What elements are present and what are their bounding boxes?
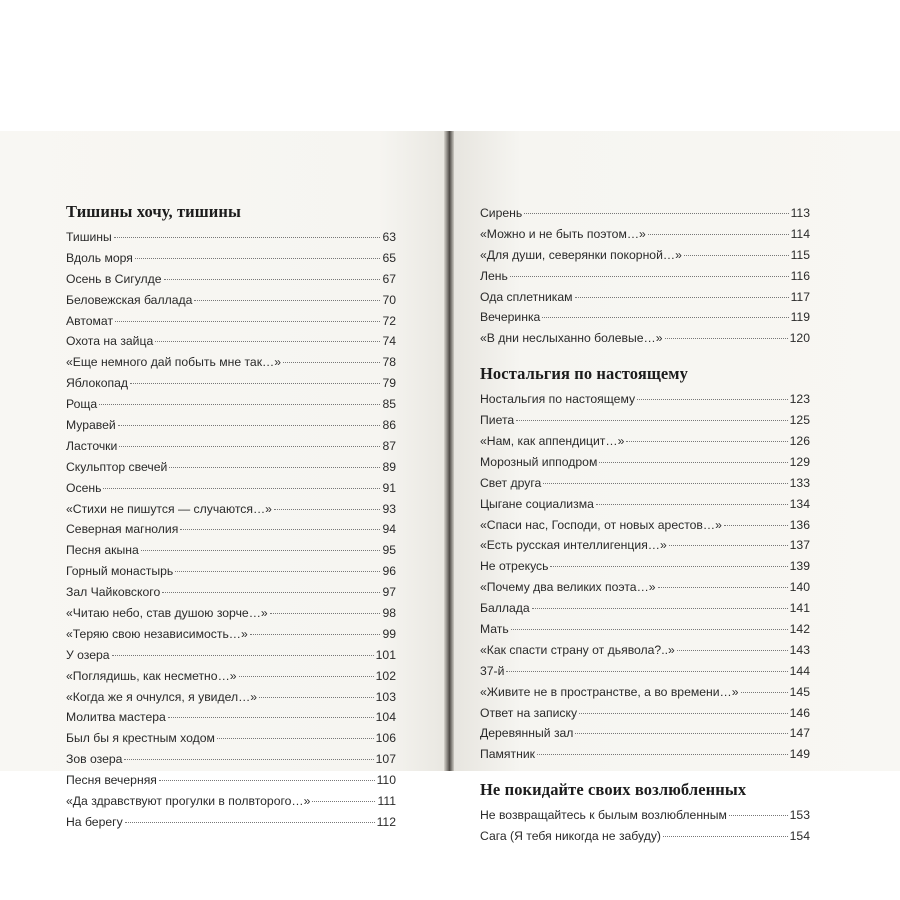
toc-entry (480, 266, 810, 287)
page-number: 149 (789, 747, 810, 762)
entry-title: Горный монастырь (66, 564, 174, 579)
page-number: 91 (382, 480, 396, 495)
dot-leader (741, 692, 788, 693)
dot-leader (596, 504, 788, 505)
entry-title: Ностальгия по настоящему (480, 392, 636, 407)
toc-entry (66, 394, 396, 415)
page-number: 72 (382, 313, 396, 328)
page-number: 136 (789, 517, 810, 532)
page-number: 153 (789, 808, 810, 823)
dot-leader (312, 801, 375, 802)
toc-entry (480, 473, 810, 494)
dot-leader (125, 822, 375, 823)
dot-leader (169, 467, 380, 468)
dot-leader (155, 341, 380, 342)
page-number: 146 (789, 705, 810, 720)
toc-entry (66, 499, 396, 520)
dot-leader (283, 362, 380, 363)
toc-entry (66, 770, 396, 791)
page-number: 74 (382, 334, 396, 349)
page-number: 114 (790, 226, 810, 241)
entry-title: «Теряю свою независимость…» (66, 626, 248, 641)
page-number: 120 (789, 331, 810, 346)
toc-list (480, 805, 810, 847)
page-number: 70 (382, 292, 396, 307)
toc-entry (480, 328, 810, 349)
entry-title: Лень (480, 268, 508, 283)
entry-title: На берегу (66, 814, 123, 829)
page-number: 78 (382, 355, 396, 370)
toc-entry (480, 287, 810, 308)
dot-leader (103, 488, 380, 489)
toc-entry (480, 245, 810, 266)
toc-entry (480, 556, 810, 577)
toc-entry (480, 494, 810, 515)
dot-leader (99, 404, 380, 405)
toc-entry (66, 687, 396, 708)
dot-leader (599, 462, 787, 463)
dot-leader (175, 571, 380, 572)
entry-title: Скульптор свечей (66, 459, 168, 474)
toc-entry (480, 307, 810, 328)
toc-entry (66, 352, 396, 373)
page-number: 97 (382, 585, 396, 600)
page-number: 144 (789, 663, 810, 678)
toc-entry (66, 331, 396, 352)
toc-list (66, 227, 396, 833)
toc-entry (480, 203, 810, 224)
page-number: 101 (375, 647, 396, 662)
page-number: 154 (789, 829, 810, 844)
entry-title: Песня вечерняя (66, 773, 157, 788)
toc-entry (480, 577, 810, 598)
page-number: 94 (382, 522, 396, 537)
toc-entry (480, 598, 810, 619)
page-number: 137 (789, 538, 810, 553)
page-number: 140 (789, 580, 810, 595)
entry-title: «Спаси нас, Господи, от новых арестов…» (480, 517, 722, 532)
entry-title: Беловежская баллада (66, 292, 193, 307)
dot-leader (669, 545, 788, 546)
page-number: 87 (382, 438, 396, 453)
dot-leader (162, 592, 380, 593)
page-number: 142 (789, 622, 810, 637)
entry-title: «Почему два великих поэта…» (480, 580, 656, 595)
dot-leader (217, 738, 374, 739)
toc-entry (480, 744, 810, 765)
dot-leader (677, 650, 788, 651)
toc-entry (480, 640, 810, 661)
dot-leader (729, 815, 788, 816)
entry-title: У озера (66, 647, 110, 662)
dot-leader (119, 446, 380, 447)
entry-title: «Еще немного дай побыть мне так…» (66, 355, 282, 370)
entry-title: «Читаю небо, став душою зорче…» (66, 606, 268, 621)
dot-leader (658, 587, 788, 588)
entry-title: Автомат (66, 313, 114, 328)
page-number: 103 (375, 689, 396, 704)
toc-entry (66, 603, 396, 624)
dot-leader (159, 780, 375, 781)
entry-title: «Нам, как аппендицит…» (480, 434, 625, 449)
toc-entry (66, 436, 396, 457)
dot-leader (194, 300, 380, 301)
dot-leader (542, 317, 788, 318)
toc-entry (66, 582, 396, 603)
left-toc-column (66, 201, 396, 833)
entry-title: Вдоль моря (66, 250, 133, 265)
toc-entry (66, 624, 396, 645)
page-number: 95 (382, 543, 396, 558)
dot-leader (130, 383, 380, 384)
dot-leader (724, 525, 788, 526)
page-number: 147 (789, 726, 810, 741)
toc-entry (66, 227, 396, 248)
toc-entry (66, 415, 396, 436)
toc-entry (66, 561, 396, 582)
dot-leader (124, 759, 373, 760)
page-number: 106 (375, 731, 396, 746)
page-number: 104 (375, 710, 396, 725)
entry-title: Памятник (480, 747, 535, 762)
entry-title: Морозный ипподром (480, 454, 598, 469)
entry-title: Роща (66, 397, 98, 412)
page-number: 65 (382, 250, 396, 265)
toc-entry (66, 248, 396, 269)
section-title: Ностальгия по настоящему (480, 364, 688, 384)
dot-leader (575, 733, 787, 734)
page-number: 107 (375, 752, 396, 767)
toc-list-continued (480, 203, 810, 349)
dot-leader (648, 234, 789, 235)
dot-leader (663, 836, 788, 837)
dot-leader (524, 213, 788, 214)
entry-title: Песня акына (66, 543, 139, 558)
entry-title: «Можно и не быть поэтом…» (480, 226, 646, 241)
toc-entry (480, 431, 810, 452)
entry-title: «Да здравствуют прогулки в полвторого…» (66, 794, 311, 809)
entry-title: Тишины (66, 230, 112, 244)
dot-leader (164, 279, 381, 280)
toc-entry (66, 269, 396, 290)
dot-leader (550, 566, 787, 567)
page-number: 86 (382, 418, 396, 433)
entry-title: «Стихи не пишутся — случаются…» (66, 501, 272, 516)
entry-title: 37-й (480, 663, 505, 678)
dot-leader (274, 509, 381, 510)
entry-title: «Есть русская интеллигенция…» (480, 538, 667, 553)
entry-title: «Поглядишь, как несметно…» (66, 668, 237, 683)
entry-title: Осень в Сигулде (66, 271, 162, 286)
page-number: 67 (382, 271, 396, 286)
entry-title: «Когда же я очнулся, я увидел…» (66, 689, 258, 704)
entry-title: «В дни неслыханно болевые…» (480, 331, 663, 346)
dot-leader (626, 441, 787, 442)
toc-entry (66, 290, 396, 311)
toc-entry (480, 515, 810, 536)
toc-entry (480, 703, 810, 724)
toc-list (480, 389, 810, 765)
entry-title: Мать (480, 622, 509, 637)
entry-title: Баллада (480, 601, 530, 616)
dot-leader (118, 425, 381, 426)
page-number: 123 (789, 392, 810, 407)
dot-leader (141, 550, 381, 551)
section-title: Тишины хочу, тишины (66, 202, 241, 221)
dot-leader (516, 420, 787, 421)
toc-entry (66, 812, 396, 833)
entry-title: Не отрекусь (480, 559, 549, 574)
dot-leader (532, 608, 788, 609)
section-title: Не покидайте своих возлюбленных (480, 780, 747, 800)
entry-title: Не возвращайтесь к былым возлюбленным (480, 808, 727, 823)
page-number: 96 (382, 564, 396, 579)
entry-title: Охота на зайца (66, 334, 154, 349)
toc-entry (66, 645, 396, 666)
page-number: 79 (382, 376, 396, 391)
page-number: 139 (789, 559, 810, 574)
dot-leader (239, 676, 374, 677)
entry-title: Сага (Я тебя никогда не забуду) (480, 829, 661, 844)
page-number: 110 (376, 773, 396, 788)
toc-entry (66, 311, 396, 332)
page-number: 133 (789, 475, 810, 490)
entry-title: Свет друга (480, 475, 542, 490)
entry-title: Сирень (480, 206, 523, 220)
entry-title: Муравей (66, 418, 116, 433)
page-number: 115 (790, 247, 810, 262)
dot-leader (112, 655, 374, 656)
toc-entry (66, 707, 396, 728)
entry-title: Молитва мастера (66, 710, 166, 725)
toc-entry (66, 478, 396, 499)
page-number: 141 (789, 601, 810, 616)
dot-leader (665, 338, 788, 339)
entry-title: Деревянный зал (480, 726, 574, 741)
dot-leader (684, 255, 789, 256)
page-number: 111 (377, 794, 396, 809)
page-number: 98 (382, 606, 396, 621)
dot-leader (510, 276, 789, 277)
toc-entry (66, 373, 396, 394)
book-spread (0, 131, 900, 844)
dot-leader (543, 483, 787, 484)
page-number: 99 (382, 626, 396, 641)
page-number: 89 (382, 459, 396, 474)
entry-title: Зов озера (66, 752, 123, 767)
entry-title: «Для души, северянки покорной…» (480, 247, 682, 262)
entry-title: Пиета (480, 413, 515, 428)
page-number: 112 (376, 814, 396, 829)
book-gutter (444, 131, 454, 771)
page-number: 63 (382, 230, 396, 244)
dot-leader (114, 237, 381, 238)
entry-title: Вечеринка (480, 310, 541, 325)
page-number: 117 (790, 289, 810, 304)
toc-entry (480, 410, 810, 431)
dot-leader (135, 258, 381, 259)
dot-leader (168, 717, 374, 718)
entry-title: «Как спасти страну от дьявола?..» (480, 642, 675, 657)
entry-title: Цыгане социализма (480, 496, 594, 511)
dot-leader (511, 629, 788, 630)
page-number: 119 (790, 310, 810, 325)
dot-leader (259, 697, 374, 698)
entry-title: Ответ на записку (480, 705, 578, 720)
page-number: 85 (382, 397, 396, 412)
page-number: 143 (789, 642, 810, 657)
toc-entry (480, 805, 810, 826)
entry-title: «Живите не в пространстве, а во времени…» (480, 684, 739, 699)
right-toc-column (480, 203, 810, 847)
page-number: 113 (790, 206, 810, 220)
toc-entry (480, 224, 810, 245)
entry-title: Яблокопад (66, 376, 128, 391)
entry-title: Зал Чайковского (66, 585, 161, 600)
toc-entry (480, 535, 810, 556)
dot-leader (180, 529, 380, 530)
dot-leader (575, 297, 789, 298)
page-number: 129 (789, 454, 810, 469)
toc-entry (66, 457, 396, 478)
toc-entry (480, 661, 810, 682)
page-number: 145 (789, 684, 810, 699)
page-number: 125 (789, 413, 810, 428)
toc-entry (66, 666, 396, 687)
entry-title: Осень (66, 480, 102, 495)
page-number: 93 (382, 501, 396, 516)
toc-entry (66, 519, 396, 540)
dot-leader (579, 713, 788, 714)
toc-entry (480, 723, 810, 744)
toc-entry (66, 749, 396, 770)
dot-leader (115, 321, 380, 322)
toc-entry (66, 540, 396, 561)
entry-title: Северная магнолия (66, 522, 179, 537)
entry-title: Ласточки (66, 438, 118, 453)
dot-leader (506, 671, 787, 672)
dot-leader (270, 613, 381, 614)
toc-entry (66, 728, 396, 749)
toc-entry (480, 389, 810, 410)
page-number: 116 (790, 268, 810, 283)
toc-entry (480, 619, 810, 640)
dot-leader (637, 399, 788, 400)
entry-title: Ода сплетникам (480, 289, 573, 304)
toc-entry (480, 826, 810, 847)
page-number: 134 (789, 496, 810, 511)
toc-entry (480, 682, 810, 703)
page-number: 102 (375, 668, 396, 683)
page-number: 126 (789, 434, 810, 449)
toc-entry (480, 452, 810, 473)
entry-title: Был бы я крестным ходом (66, 731, 215, 746)
dot-leader (250, 634, 381, 635)
dot-leader (537, 754, 788, 755)
toc-entry (66, 791, 396, 812)
